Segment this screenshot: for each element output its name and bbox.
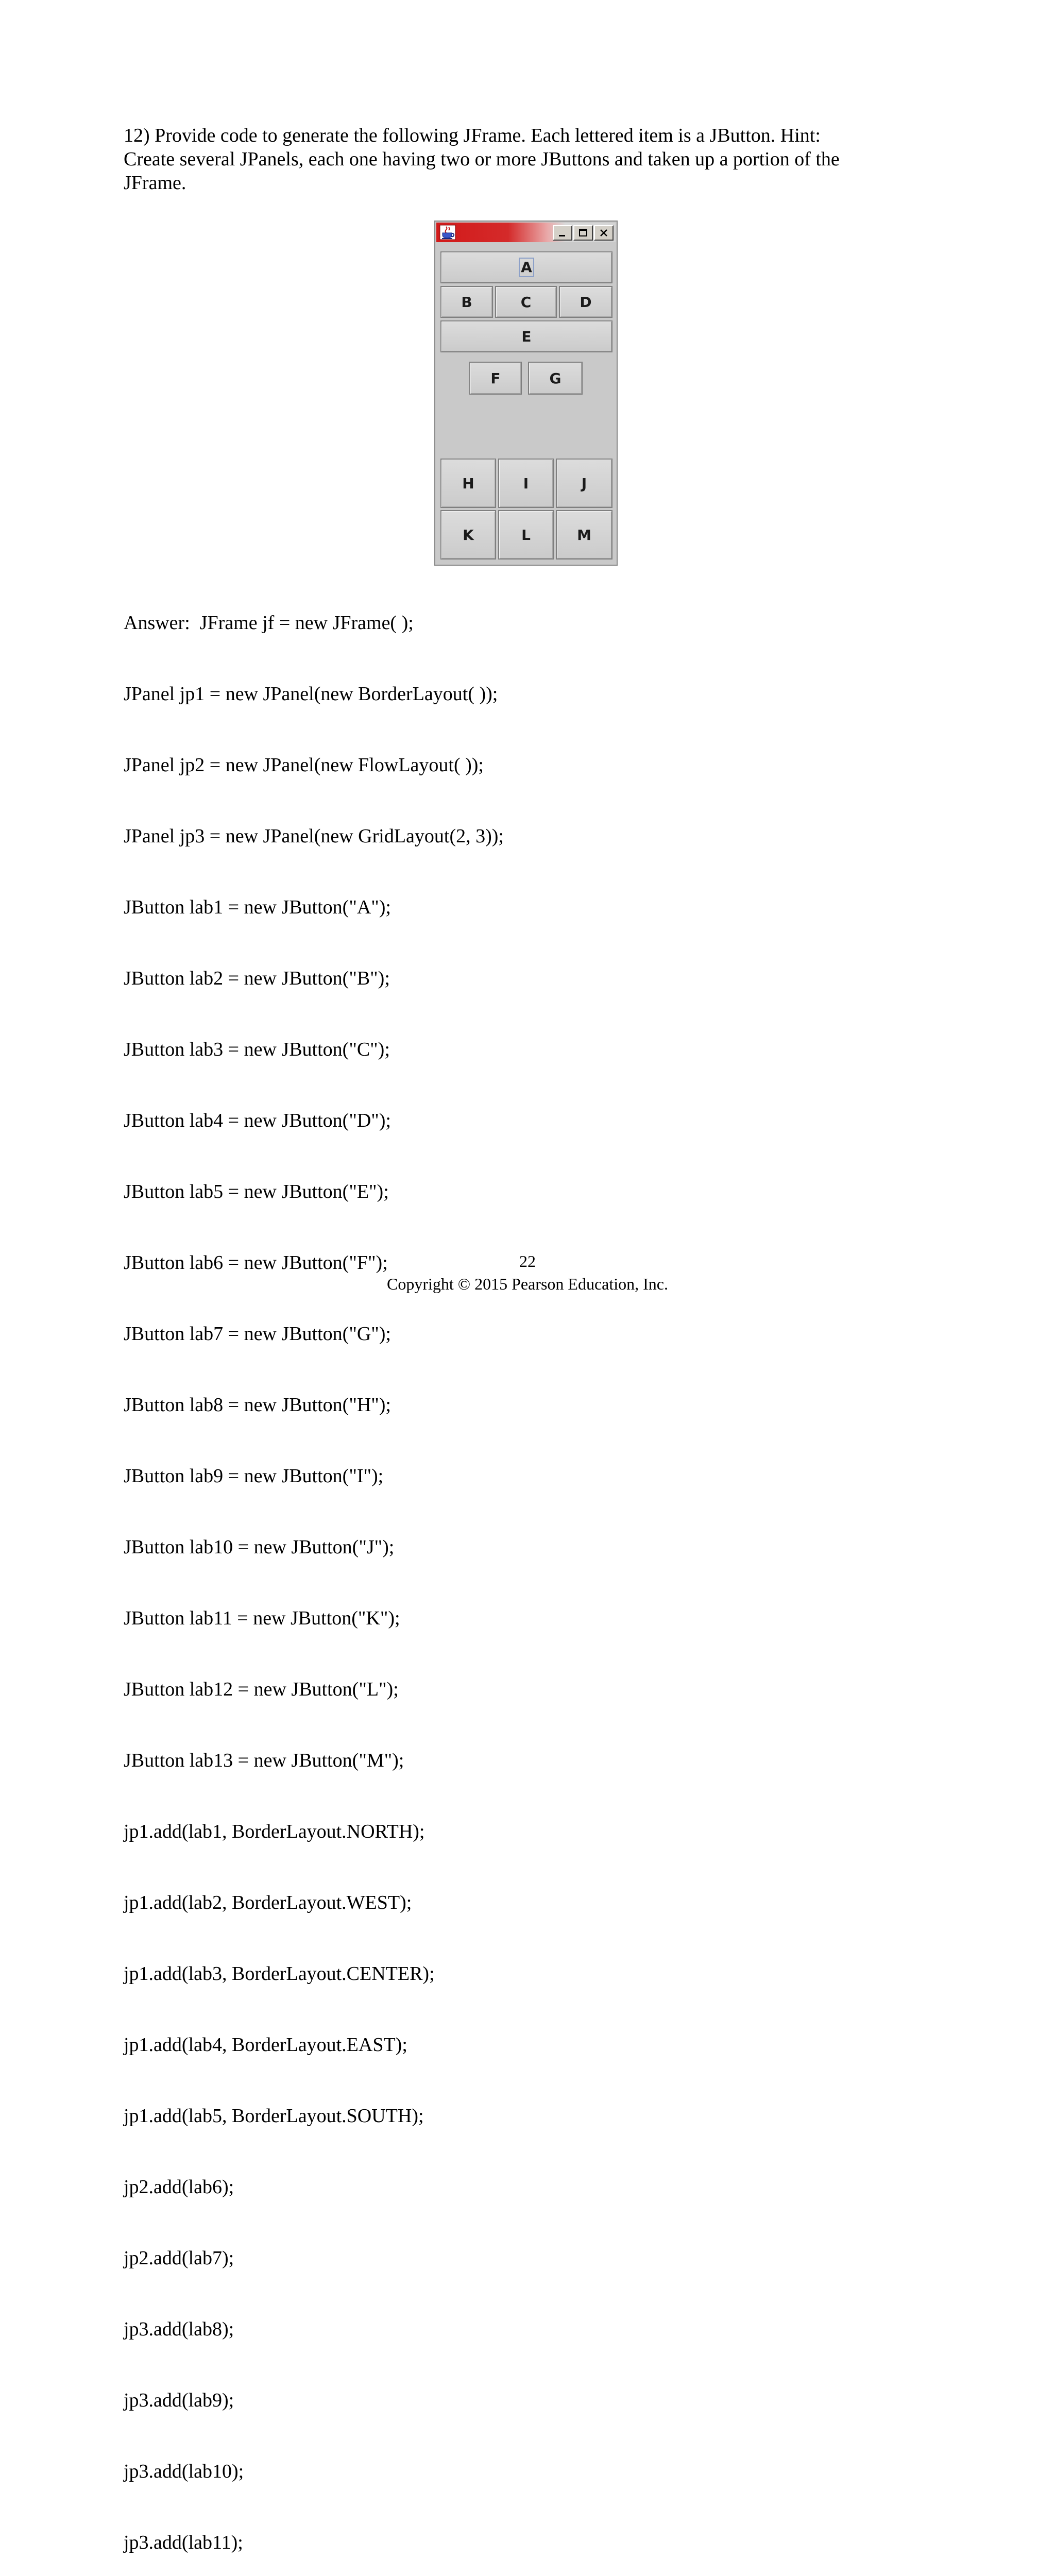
java-cup-icon bbox=[439, 225, 456, 240]
jframe-window bbox=[434, 221, 618, 566]
answer-line: jp1.add(lab5, BorderLayout.SOUTH); bbox=[124, 2105, 424, 2127]
answer-line: JButton lab11 = new JButton("K"); bbox=[124, 1607, 400, 1629]
button-a-label: A bbox=[519, 258, 534, 277]
answer-line: JButton lab9 = new JButton("I"); bbox=[124, 1465, 384, 1487]
answer-line: JButton lab2 = new JButton("B"); bbox=[124, 968, 390, 989]
button-a[interactable] bbox=[440, 251, 612, 283]
question-line: Create several JPanels, each one having two or more JButtons and taken up a portion of the bbox=[124, 148, 840, 170]
button-k[interactable]: K bbox=[440, 510, 496, 560]
answer-line: JButton lab4 = new JButton("D"); bbox=[124, 1110, 391, 1131]
answer-line: JPanel jp1 = new JPanel(new BorderLayout( )); bbox=[124, 683, 498, 705]
button-e[interactable]: E bbox=[440, 320, 612, 352]
answer-line: JButton lab8 = new JButton("H"); bbox=[124, 1394, 391, 1416]
answer-line: jp3.add(lab9); bbox=[124, 2389, 234, 2411]
button-d[interactable]: D bbox=[559, 286, 612, 318]
answer-line: jp2.add(lab7); bbox=[124, 2247, 234, 2269]
question-line: JFrame. bbox=[124, 172, 186, 194]
button-l[interactable]: L bbox=[498, 510, 554, 560]
maximize-icon bbox=[578, 228, 588, 238]
answer-line: jp3.add(lab8); bbox=[124, 2318, 234, 2340]
answer-line: JButton lab12 = new JButton("L"); bbox=[124, 1679, 399, 1700]
answer-line: jp1.add(lab2, BorderLayout.WEST); bbox=[124, 1892, 412, 1913]
answer-line: jp1.add(lab4, BorderLayout.EAST); bbox=[124, 2034, 407, 2056]
minimize-icon bbox=[557, 228, 568, 238]
answer-line: JButton lab13 = new JButton("M"); bbox=[124, 1750, 404, 1771]
question-text bbox=[124, 124, 948, 195]
answer-line: JButton lab10 = new JButton("J"); bbox=[124, 1536, 395, 1558]
button-m[interactable]: M bbox=[556, 510, 612, 560]
answer-line: JButton lab5 = new JButton("E"); bbox=[124, 1181, 389, 1202]
page-number: 22 bbox=[519, 1252, 536, 1270]
question-line: 12) Provide code to generate the following JFrame. Each lettered item is a JButton. Hint: bbox=[124, 125, 821, 146]
answer-line: JPanel jp3 = new JPanel(new GridLayout(2, 3)); bbox=[124, 825, 504, 847]
minimize-button[interactable] bbox=[553, 225, 572, 241]
copyright-notice: Copyright © 2015 Pearson Education, Inc. bbox=[387, 1275, 668, 1293]
answer-line: jp1.add(lab1, BorderLayout.NORTH); bbox=[124, 1821, 425, 1842]
answer-line: JButton lab1 = new JButton("A"); bbox=[124, 896, 391, 918]
answer-line: jp1.add(lab3, BorderLayout.CENTER); bbox=[124, 1963, 435, 1985]
answer-line: jp3.add(lab10); bbox=[124, 2461, 244, 2482]
answer-line: jp2.add(lab6); bbox=[124, 2176, 234, 2198]
button-i[interactable]: I bbox=[498, 459, 554, 508]
close-icon bbox=[599, 228, 609, 238]
button-h[interactable]: H bbox=[440, 459, 496, 508]
window-titlebar[interactable] bbox=[436, 223, 616, 242]
answer-line: Answer: JFrame jf = new JFrame( ); bbox=[124, 612, 414, 634]
button-j[interactable]: J bbox=[556, 459, 612, 508]
button-b[interactable]: B bbox=[440, 286, 493, 318]
window-controls bbox=[553, 225, 614, 241]
button-f[interactable]: F bbox=[469, 362, 522, 395]
close-button[interactable] bbox=[594, 225, 614, 241]
maximize-button[interactable] bbox=[573, 225, 593, 241]
answer-line: JButton lab3 = new JButton("C"); bbox=[124, 1039, 390, 1060]
button-c[interactable]: C bbox=[495, 286, 557, 318]
button-g[interactable]: G bbox=[528, 362, 583, 395]
answer-line: JButton lab6 = new JButton("F"); bbox=[124, 1252, 388, 1274]
answer-line: JPanel jp2 = new JPanel(new FlowLayout( )); bbox=[124, 754, 484, 776]
answer-code bbox=[124, 564, 948, 2576]
answer-line: jp3.add(lab11); bbox=[124, 2532, 243, 2553]
answer-line: JButton lab7 = new JButton("G"); bbox=[124, 1323, 391, 1345]
